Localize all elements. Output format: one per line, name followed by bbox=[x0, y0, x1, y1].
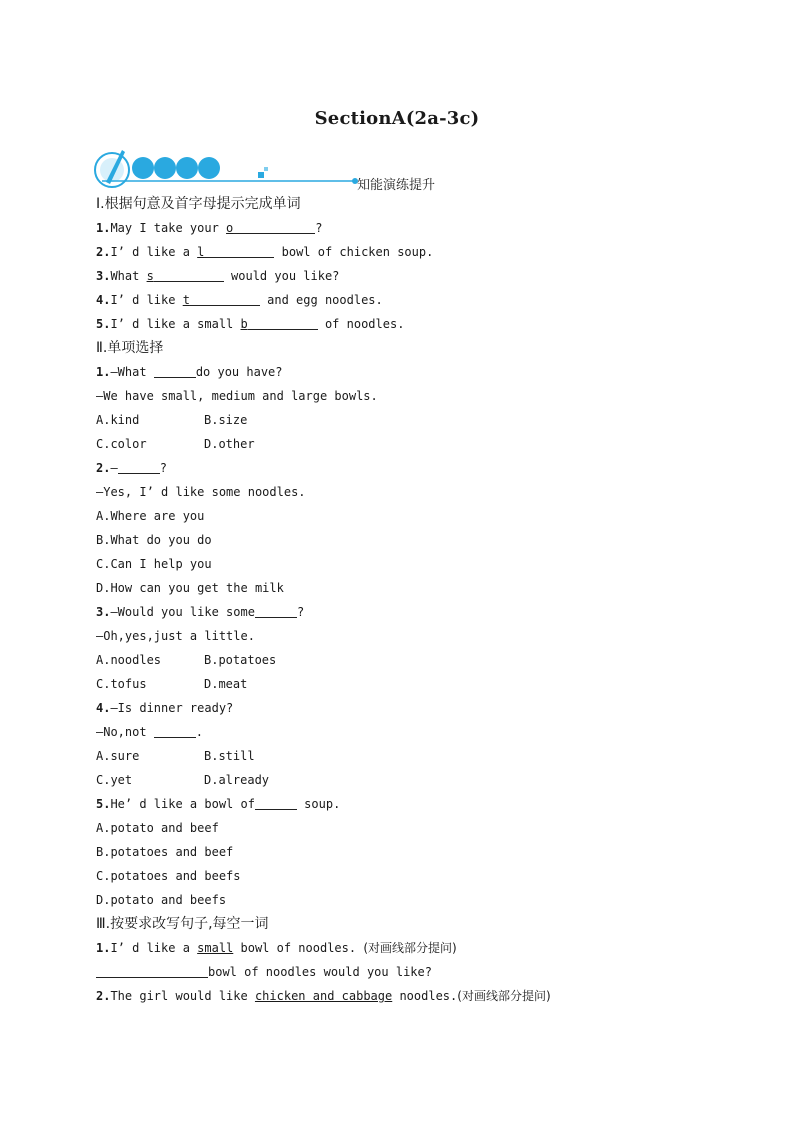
part1-item-3: 3.What s would you like? bbox=[96, 269, 340, 283]
part2-q4-options-ab bbox=[96, 744, 736, 768]
part2-q5: 5.He’ d like a bowl of soup. bbox=[96, 797, 341, 811]
answer-blank[interactable] bbox=[154, 267, 224, 282]
part2-q2-answer: —Yes, I’ d like some noodles. bbox=[96, 485, 306, 499]
option-b[interactable]: B.What do you do bbox=[96, 533, 212, 547]
option-d[interactable]: D.other bbox=[204, 437, 255, 451]
part2-q3-answer: —Oh,yes,just a little. bbox=[96, 629, 255, 643]
part2-q3-options-cd bbox=[96, 672, 736, 696]
option-d[interactable]: D.How can you get the milk bbox=[96, 581, 284, 595]
part3-q1-answer-line: bowl of noodles would you like? bbox=[96, 960, 736, 984]
answer-blank[interactable] bbox=[204, 243, 274, 258]
answer-blank[interactable] bbox=[255, 603, 297, 618]
part2-q4: 4.—Is dinner ready? bbox=[96, 701, 234, 715]
option-a[interactable]: A.Where are you bbox=[96, 509, 205, 523]
decorative-dots bbox=[132, 157, 220, 179]
option-a[interactable]: A.sure bbox=[96, 749, 140, 763]
option-b[interactable]: B.potatoes and beef bbox=[96, 845, 234, 859]
part2-q2: 2.— ? bbox=[96, 461, 167, 475]
answer-blank[interactable] bbox=[248, 315, 318, 330]
option-c[interactable]: C.color bbox=[96, 437, 147, 451]
part2-q1-options-cd bbox=[96, 432, 736, 456]
banner-label: 知能演练提升 bbox=[357, 178, 436, 193]
part2-q3: 3.—Would you like some ? bbox=[96, 605, 305, 619]
option-b[interactable]: B.still bbox=[204, 749, 255, 763]
answer-blank[interactable] bbox=[255, 795, 297, 810]
answer-blank[interactable] bbox=[154, 723, 196, 738]
option-d[interactable]: D.already bbox=[204, 773, 270, 787]
answer-blank[interactable] bbox=[154, 363, 196, 378]
part3-q2: 2.The girl would like chicken and cabbage noodles.(对画线部分提问) bbox=[96, 989, 551, 1003]
part2-q3-options-ab bbox=[96, 648, 736, 672]
answer-blank[interactable] bbox=[233, 219, 315, 234]
part2-heading: Ⅱ.单项选择 bbox=[96, 340, 164, 356]
option-d[interactable]: D.meat bbox=[204, 677, 248, 691]
part2-q1: 1.—What do you have? bbox=[96, 365, 283, 379]
part1-item-4: 4.I’ d like t and egg noodles. bbox=[96, 293, 383, 307]
option-a[interactable]: A.potato and beef bbox=[96, 821, 219, 835]
part2-q4-answer: —No,not . bbox=[96, 725, 204, 739]
option-a[interactable]: A.kind bbox=[96, 413, 140, 427]
answer-blank[interactable] bbox=[190, 291, 260, 306]
part3-q1: 1.I’ d like a small bowl of noodles. (对画线部分提问) bbox=[96, 941, 457, 955]
option-c[interactable]: C.potatoes and beefs bbox=[96, 869, 241, 883]
option-c[interactable]: C.Can I help you bbox=[96, 557, 212, 571]
option-c[interactable]: C.tofus bbox=[96, 677, 147, 691]
part2-q1-options-ab bbox=[96, 408, 736, 432]
answer-blank[interactable] bbox=[96, 963, 208, 978]
worksheet-content bbox=[96, 192, 736, 1008]
option-c[interactable]: C.yet bbox=[96, 773, 133, 787]
answer-blank[interactable] bbox=[118, 459, 160, 474]
part2-q1-answer: —We have small, medium and large bowls. bbox=[96, 389, 378, 403]
option-b[interactable]: B.size bbox=[204, 413, 248, 427]
part1-item-1: 1.May I take your o ? bbox=[96, 221, 323, 235]
page-title: SectionA(2a-3c) bbox=[314, 108, 480, 129]
part1-item-5: 5.I’ d like a small b of noodles. bbox=[96, 317, 405, 331]
part2-q4-options-cd bbox=[96, 768, 736, 792]
part1-heading: Ⅰ.根据句意及首字母提示完成单词 bbox=[96, 196, 301, 212]
part1-item-2: 2.I’ d like a l bowl of chicken soup. bbox=[96, 245, 434, 259]
option-b[interactable]: B.potatoes bbox=[204, 653, 277, 667]
part3-heading: Ⅲ.按要求改写句子,每空一词 bbox=[96, 916, 269, 932]
option-a[interactable]: A.noodles bbox=[96, 653, 162, 667]
option-d[interactable]: D.potato and beefs bbox=[96, 893, 227, 907]
